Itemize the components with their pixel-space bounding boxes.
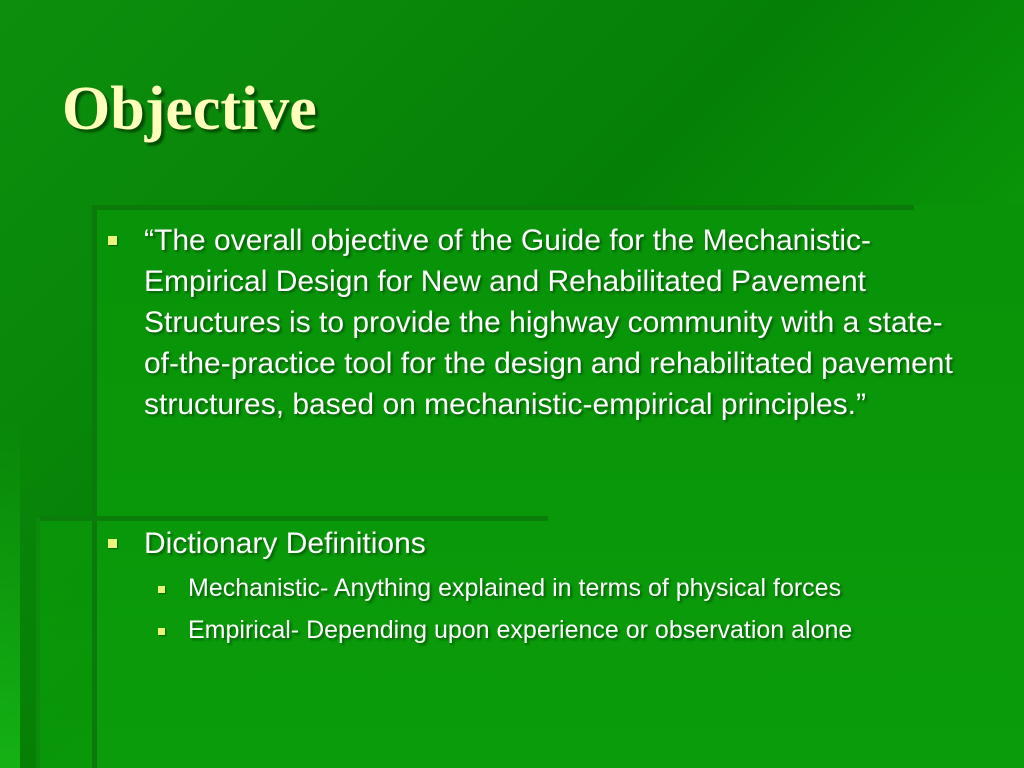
slide-title: Objective	[62, 75, 317, 143]
square-bullet-icon	[158, 628, 165, 635]
square-bullet-icon	[158, 586, 165, 593]
decorative-panel-upper-left-edge	[92, 205, 97, 768]
decorative-edge-glow	[0, 420, 20, 768]
sub-bullet-text: Empirical- Depending upon experience or observation alone	[188, 616, 853, 644]
square-bullet-icon	[108, 539, 117, 548]
sub-bullet-text: Mechanistic- Anything explained in terms of physical forces	[188, 574, 842, 602]
decorative-panel-lower-left-edge	[36, 518, 40, 768]
decorative-panel-upper-top-edge	[96, 205, 914, 210]
bullet-text: Dictionary Definitions	[144, 527, 426, 560]
bullet-text: “The overall objective of the Guide for the Mechanistic-Empirical Design for New and Rehabilitated Pavement Structures is to provide the highway community with a state-of-the-practice tool for the design and rehabilitated pavement structures, based on mechanistic-empirical principles.”	[144, 224, 953, 421]
decorative-panel-lower-top-edge	[40, 516, 548, 521]
square-bullet-icon	[108, 236, 117, 245]
